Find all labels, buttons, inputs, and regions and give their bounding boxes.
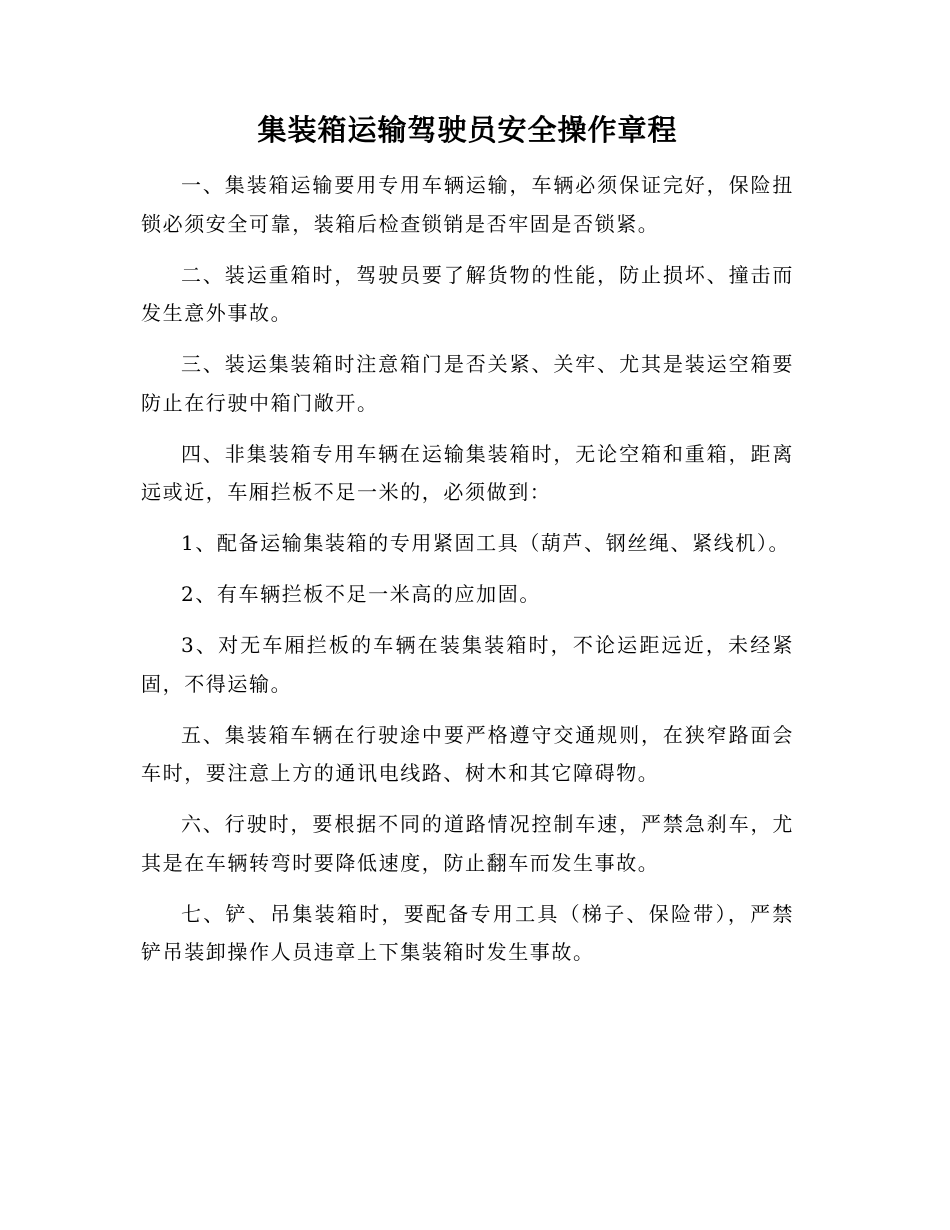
paragraph-5: 五、集装箱车辆在行驶途中要严格遵守交通规则，在狭窄路面会车时，要注意上方的通讯电线路、树木和其它障碍物。 — [141, 722, 794, 785]
paragraph-6: 六、行驶时，要根据不同的道路情况控制车速，严禁急刹车，尤其是在车辆转弯时要降低速度，防止翻车而发生事故。 — [141, 812, 794, 875]
paragraph-4-item-2: 2、有车辆拦板不足一米高的应加固。 — [181, 582, 541, 606]
document-title: 集装箱运输驾驶员安全操作章程 — [257, 113, 678, 147]
paragraph-3: 三、装运集装箱时注意箱门是否关紧、关牢、尤其是装运空箱要防止在行驶中箱门敞开。 — [141, 352, 794, 415]
paragraph-4: 四、非集装箱专用车辆在运输集装箱时，无论空箱和重箱，距离远或近，车厢拦板不足一米的，必须做到： — [141, 441, 794, 504]
paragraph-4-item-1: 1、配备运输集装箱的专用紧固工具（葫芦、钢丝绳、紧线机）。 — [181, 531, 791, 555]
paragraph-2: 二、装运重箱时，驾驶员要了解货物的性能，防止损坏、撞击而发生意外事故。 — [141, 262, 794, 325]
paragraph-7: 七、铲、吊集装箱时，要配备专用工具（梯子、保险带），严禁铲吊装卸操作人员违章上下集装箱时发生事故。 — [141, 901, 794, 964]
document-page — [141, 106, 794, 984]
paragraph-1: 一、集装箱运输要用专用车辆运输，车辆必须保证完好，保险扭锁必须安全可靠，装箱后检查锁销是否牢固是否锁紧。 — [141, 173, 794, 236]
paragraph-4-item-3: 3、对无车厢拦板的车辆在装集装箱时，不论运距远近，未经紧固，不得运输。 — [141, 633, 794, 696]
